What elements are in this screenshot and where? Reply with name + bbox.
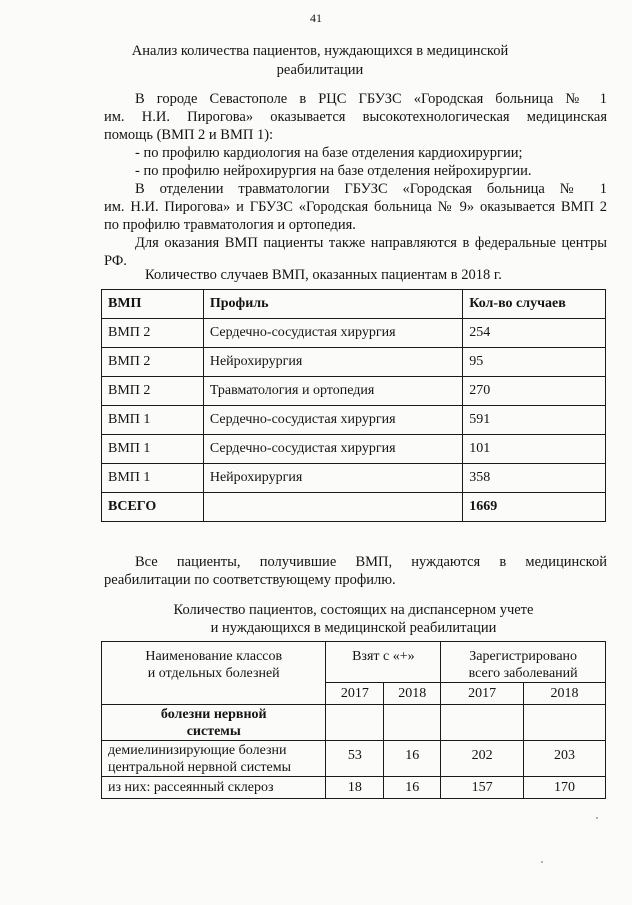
- paragraph-4-line-2: реабилитации по соответствующему профилю.: [104, 572, 396, 588]
- table-row: [102, 377, 606, 406]
- paragraph-3-line-2: РФ.: [104, 253, 127, 269]
- table-row: [102, 777, 606, 799]
- paragraph-1-line-2: им. Н.И. Пирогова» оказывается высокотехнологическая медицинская: [104, 109, 607, 125]
- paragraph-2-line-3: по профилю травматология и ортопедия.: [104, 217, 356, 233]
- header-disease-name: Наименование классов и отдельных болезней: [102, 642, 326, 705]
- cell-cases: 358: [463, 464, 606, 493]
- total-profile: [203, 493, 462, 522]
- section-title-line-2: реабилитации: [276, 62, 364, 78]
- cell-vmp: ВМП 1: [102, 464, 204, 493]
- header-registered: Зарегистрировано всего заболеваний: [441, 642, 606, 683]
- cell-registered-2017: 157: [441, 777, 524, 799]
- cell-cases: 95: [463, 348, 606, 377]
- cell-vmp: ВМП 2: [102, 319, 204, 348]
- cell-profile: Травматология и ортопедия: [203, 377, 462, 406]
- table-2-caption-line-2: и нуждающихся в медицинской реабилитации: [210, 620, 497, 636]
- year-registered-2017: 2017: [441, 683, 524, 705]
- table-row: [102, 348, 606, 377]
- scan-speck: [541, 861, 543, 863]
- year-registered-2018: 2018: [524, 683, 606, 705]
- bullet-cardiology: - по профилю кардиология на базе отделения кардиохирургии;: [135, 145, 523, 161]
- dispensary-patients-table: [101, 641, 606, 799]
- header-taken-plus: Взят с «+»: [326, 642, 441, 683]
- cell-taken-2017: 18: [326, 777, 384, 799]
- year-taken-2018: 2018: [384, 683, 441, 705]
- cell-cases: 254: [463, 319, 606, 348]
- table-row: [102, 406, 606, 435]
- section-title: [60, 42, 580, 80]
- cell-registered-2017: 202: [441, 741, 524, 777]
- cell-taken-2017: 53: [326, 741, 384, 777]
- paragraph-2-line-2: им. Н.И. Пирогова» и ГБУЗС «Городская больница № 9» оказывается ВМП 2: [104, 199, 607, 215]
- page-number: 41: [310, 11, 322, 25]
- cell-profile: Сердечно-сосудистая хирургия: [203, 319, 462, 348]
- header-profile: Профиль: [203, 290, 462, 319]
- cell-vmp: ВМП 2: [102, 348, 204, 377]
- paragraph-1-line-1: В городе Севастополе в РЦС ГБУЗС «Городская больница № 1: [135, 91, 607, 107]
- cell-registered-2018: 203: [524, 741, 606, 777]
- total-value: 1669: [463, 493, 606, 522]
- section-title-line-1: Анализ количества пациентов, нуждающихся в медицинской: [131, 43, 509, 59]
- cell-profile: Сердечно-сосудистая хирургия: [203, 406, 462, 435]
- cell-disease-name: из них: рассеянный склероз: [102, 777, 326, 799]
- scan-speck: [596, 817, 598, 819]
- paragraph-3-line-1: Для оказания ВМП пациенты также направляются в федеральные центры: [135, 235, 607, 251]
- cell-cases: 591: [463, 406, 606, 435]
- year-taken-2017: 2017: [326, 683, 384, 705]
- table-2-caption: [101, 601, 606, 637]
- paragraph-1-line-3: помощь (ВМП 2 и ВМП 1):: [104, 127, 274, 143]
- cell-profile: Нейрохирургия: [203, 348, 462, 377]
- table-1-caption: Количество случаев ВМП, оказанных пациентам в 2018 г.: [145, 267, 502, 283]
- table-header-row: [102, 290, 606, 319]
- table-row: [102, 319, 606, 348]
- table-row: [102, 741, 606, 777]
- cell-cases: 270: [463, 377, 606, 406]
- bullet-neurosurgery: - по профилю нейрохирургия на базе отделения нейрохирургии.: [135, 163, 532, 179]
- vmp-cases-table: [101, 289, 606, 522]
- table-group-row: [102, 705, 606, 741]
- table-total-row: [102, 493, 606, 522]
- cell-vmp: ВМП 1: [102, 406, 204, 435]
- table-2-caption-line-1: Количество пациентов, состоящих на диспансерном учете: [173, 602, 534, 618]
- cell-profile: Сердечно-сосудистая хирургия: [203, 435, 462, 464]
- cell-cases: 101: [463, 435, 606, 464]
- cell-vmp: ВМП 1: [102, 435, 204, 464]
- paragraph-2-line-1: В отделении травматологии ГБУЗС «Городская больница № 1: [135, 181, 607, 197]
- header-vmp: ВМП: [102, 290, 204, 319]
- cell-vmp: ВМП 2: [102, 377, 204, 406]
- cell-taken-2018: 16: [384, 777, 441, 799]
- table-header-row: [102, 642, 606, 683]
- paragraph-4-line-1: Все пациенты, получившие ВМП, нуждаются в медицинской: [135, 554, 607, 570]
- cell-disease-name: демиелинизирующие болезни центральной нервной системы: [102, 741, 326, 777]
- group-nervous-system: болезни нервной системы: [102, 705, 326, 741]
- cell-taken-2018: 16: [384, 741, 441, 777]
- table-row: [102, 464, 606, 493]
- cell-registered-2018: 170: [524, 777, 606, 799]
- table-row: [102, 435, 606, 464]
- header-cases: Кол-во случаев: [463, 290, 606, 319]
- cell-profile: Нейрохирургия: [203, 464, 462, 493]
- total-label: ВСЕГО: [102, 493, 204, 522]
